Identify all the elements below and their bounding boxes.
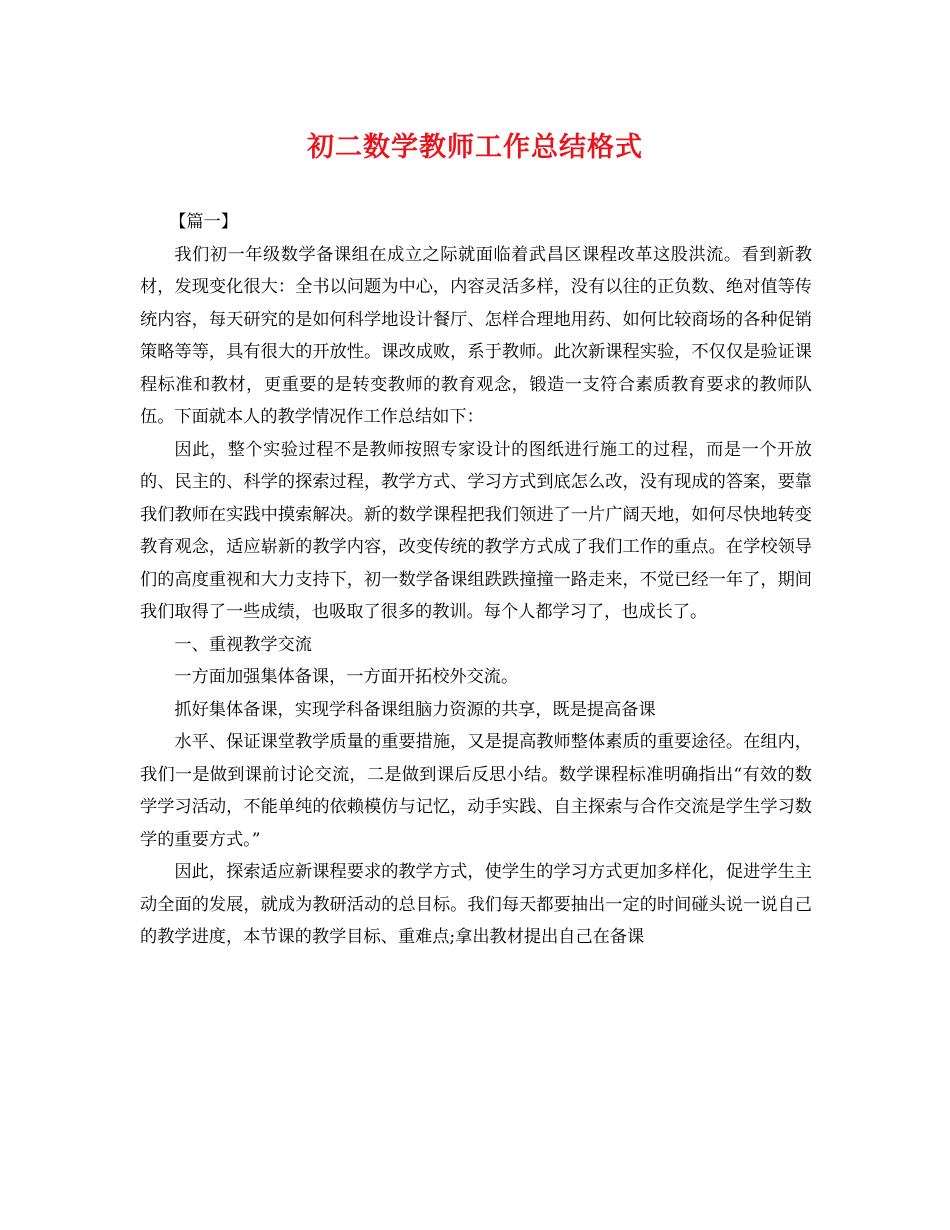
document-title: 初二数学教师工作总结格式 [307, 132, 643, 163]
document-body [140, 206, 812, 954]
section-label: 【篇一】 [169, 212, 238, 232]
paragraph: 一方面加强集体备课，一方面开拓校外交流。 [174, 667, 519, 687]
paragraph: 抓好集体备课，实现学科备课组脑力资源的共享，既是提高备课 [174, 699, 656, 720]
section-heading: 一、重视教学交流 [174, 634, 312, 655]
paragraph: 水平、保证课堂教学质量的重要措施，又是提高教师整体素质的重要途径。在组内，我们一是做到课前讨论交流，二是做到课后反思小结。数学课程标准明确指出“有效的数学学习活动，不能单纯的依赖模仿与记忆，动手实践、自主探索与合作交流是学生学习数学的重要方式。” [140, 732, 812, 850]
paragraph: 因此，整个实验过程不是教师按照专家设计的图纸进行施工的过程，而是一个开放的、民主的、科学的探索过程，教学方式、学习方式到底怎么改，没有现成的答案，要靠我们教师在实践中摸索解决。新的数学课程把我们领进了一片广阔天地，如何尽快地转变教育观念，适应崭新的教学内容，改变传统的教学方式成了我们工作的重点。在学校领导们的高度重视和大力支持下，初一数学备课组跌跌撞撞一路走来，不觉已经一年了，期间我们取得了一些成绩，也吸取了很多的教训。每个人都学习了，也成长了。 [140, 439, 812, 622]
paragraph: 我们初一年级数学备课组在成立之际就面临着武昌区课程改革这股洪流。看到新教材，发现变化很大：全书以问题为中心，内容灵活多样，没有以往的正负数、绝对值等传统内容，每天研究的是如何科学地设计餐厅、怎样合理地用药、如何比较商场的各种促销策略等等，具有很大的开放性。课改成败，系于教师。此次新课程实验，不仅仅是验证课程标准和教材，更重要的是转变教师的教育观念，锻造一支符合素质教育要求的教师队伍。下面就本人的教学情况作工作总结如下： [140, 244, 812, 427]
paragraph: 因此，探索适应新课程要求的教学方式，使学生的学习方式更加多样化，促进学生主动全面的发展，就成为教研活动的总目标。我们每天都要抽出一定的时间碰头说一说自己的教学进度，本节课的教学目标、重难点;拿出教材提出自己在备课 [140, 862, 812, 947]
